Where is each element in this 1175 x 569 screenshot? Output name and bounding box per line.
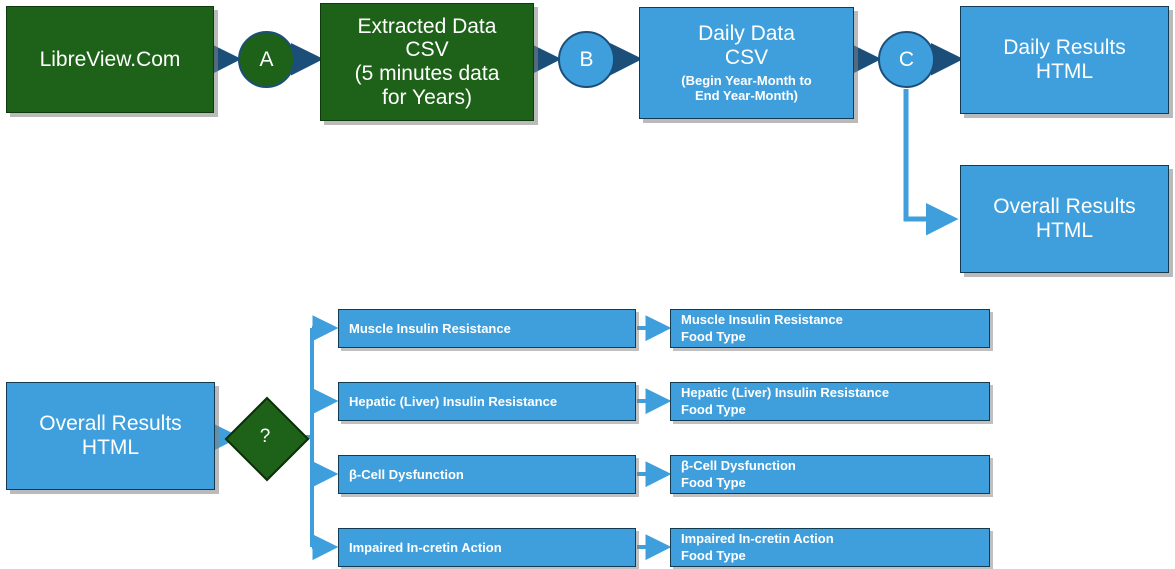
detail-incretin[interactable] <box>670 528 990 567</box>
connector-c[interactable] <box>878 31 935 88</box>
connector-a-label: A <box>259 47 274 71</box>
node-daily-csv-line3: (Begin Year-Month to <box>681 73 812 89</box>
node-libreview-label: LibreView.Com <box>39 47 181 71</box>
detail-beta-cell-line2: Food Type <box>681 474 746 490</box>
node-daily-results-line1: Daily Results <box>1003 36 1126 60</box>
node-overall-results-line2: HTML <box>1035 219 1094 242</box>
node-daily-results-line2: HTML <box>1035 60 1094 83</box>
detail-muscle-line2: Food Type <box>681 328 746 344</box>
branch-beta-cell[interactable] <box>338 455 636 494</box>
node-daily-csv-line1: Daily Data <box>698 22 795 46</box>
detail-incretin-line1: Impaired In-cretin Action <box>681 531 834 547</box>
decision-label-wrap <box>237 409 293 465</box>
connector-b[interactable] <box>558 31 615 88</box>
connector-b-label: B <box>579 47 594 71</box>
node-extracted-line1: Extracted Data <box>357 14 497 38</box>
node-overall-results-source-line2: HTML <box>81 436 140 459</box>
branch-incretin-label: Impaired In-cretin Action <box>349 540 502 555</box>
node-overall-results[interactable] <box>960 165 1169 273</box>
branch-hepatic-label: Hepatic (Liver) Insulin Resistance <box>349 394 558 409</box>
node-extracted-line4: for Years) <box>382 85 472 109</box>
branch-hepatic[interactable] <box>338 382 636 421</box>
decision-label: ? <box>259 426 271 447</box>
arrow-c-to-overallresults <box>906 89 953 219</box>
detail-incretin-line2: Food Type <box>681 547 746 563</box>
detail-muscle-line1: Muscle Insulin Resistance <box>681 312 843 328</box>
node-overall-results-line1: Overall Results <box>993 195 1136 219</box>
node-overall-results-source[interactable] <box>6 382 215 490</box>
node-daily-csv[interactable] <box>639 7 854 119</box>
node-overall-results-source-line1: Overall Results <box>39 412 182 436</box>
node-daily-csv-line4: End Year-Month) <box>694 88 799 104</box>
connector-a[interactable] <box>238 31 295 88</box>
node-daily-results[interactable] <box>960 6 1169 114</box>
detail-beta-cell-line1: β-Cell Dysfunction <box>681 458 796 474</box>
node-extracted-csv[interactable] <box>320 3 534 121</box>
node-libreview[interactable] <box>6 6 214 113</box>
detail-hepatic[interactable] <box>670 382 990 421</box>
connector-c-label: C <box>898 47 915 71</box>
branch-beta-cell-label: β-Cell Dysfunction <box>349 467 464 482</box>
branch-incretin[interactable] <box>338 528 636 567</box>
detail-hepatic-line1: Hepatic (Liver) Insulin Resistance <box>681 385 890 401</box>
node-daily-csv-line2: CSV <box>724 45 769 69</box>
detail-muscle[interactable] <box>670 309 990 348</box>
branch-muscle[interactable] <box>338 309 636 348</box>
detail-hepatic-line2: Food Type <box>681 401 746 417</box>
node-extracted-line2: CSV <box>405 38 449 62</box>
node-extracted-line3: (5 minutes data <box>354 62 500 85</box>
branch-muscle-label: Muscle Insulin Resistance <box>349 321 511 336</box>
detail-beta-cell[interactable] <box>670 455 990 494</box>
